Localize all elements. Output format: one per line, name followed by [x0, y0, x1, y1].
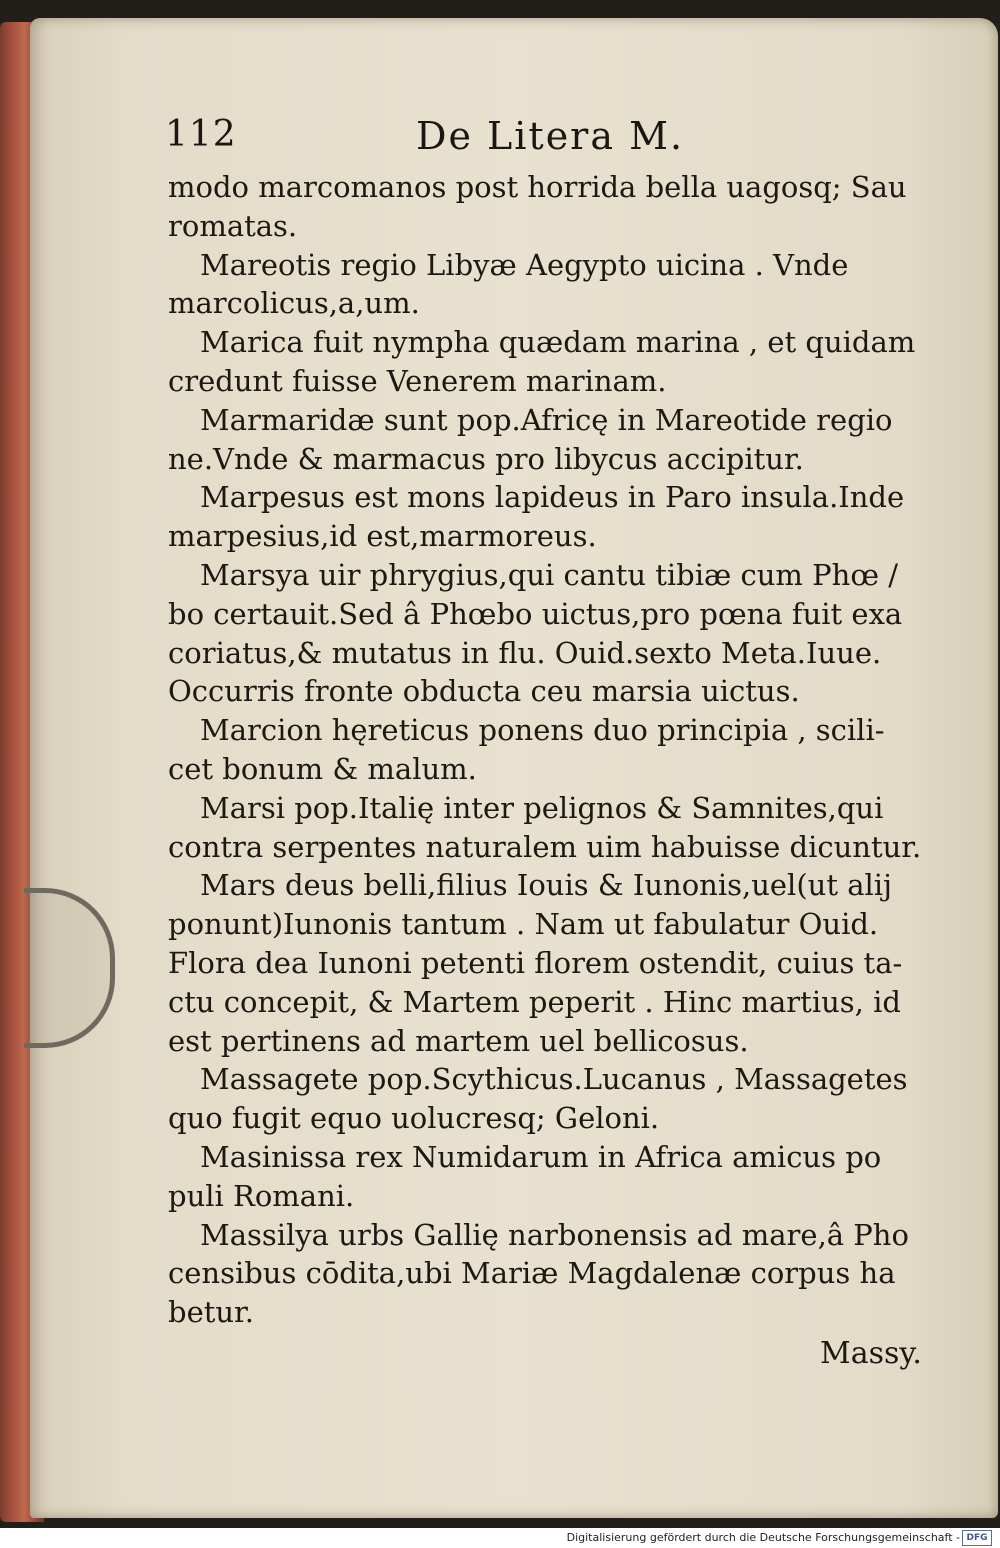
text-line: puli Romani.	[168, 1178, 355, 1213]
text-line: Flora dea Iunoni petenti florem ostendit, cuius ta-	[168, 945, 903, 980]
text-line: Marcion hęreticus ponens duo principia , scili-	[200, 713, 885, 748]
text-line: betur.	[168, 1295, 254, 1330]
text-line: Occurris fronte obducta ceu marsia uictus.	[168, 674, 800, 709]
book-clasp	[24, 888, 115, 1048]
text-line: quo fugit equo uolucresq; Geloni.	[168, 1101, 660, 1136]
text-line: Massagete pop.Scythicus.Lucanus , Massagetes	[200, 1062, 908, 1097]
footer-bar	[0, 1528, 1000, 1548]
footer-credit: Digitalisierung gefördert durch die Deutsche Forschungsgemeinschaft -	[566, 1531, 960, 1544]
text-line: marpesius,id est,marmoreus.	[168, 519, 597, 554]
page-number: 112	[165, 114, 237, 155]
text-line: coriatus,& mutatus in flu. Ouid.sexto Meta.Iuue.	[168, 635, 882, 670]
text-line: Marsya uir phrygius,qui cantu tibiæ cum Phœ /	[200, 557, 898, 592]
text-line: Massilya urbs Gallię narbonensis ad mare,â Pho	[200, 1217, 909, 1252]
text-line: ponunt)Iunonis tantum . Nam ut fabulatur Ouid.	[168, 907, 879, 942]
text-line: est pertinens ad martem uel bellicosus.	[168, 1023, 749, 1058]
text-line: credunt fuisse Venerem marinam.	[168, 363, 667, 398]
text-line: contra serpentes naturalem uim habuisse dicuntur.	[168, 829, 922, 864]
text-line: Marsi pop.Italię inter pelignos & Samnites,qui	[200, 790, 884, 825]
text-line: Mars deus belli,filius Iouis & Iunonis,uel(ut alij	[200, 868, 893, 903]
text-line: censibus cōdita,ubi Mariæ Magdalenæ corpus ha	[168, 1256, 896, 1291]
text-line: cet bonum & malum.	[168, 751, 477, 786]
page-header	[30, 114, 998, 164]
dfg-logo: DFG	[962, 1530, 992, 1546]
text-line: Masinissa rex Numidarum in Africa amicus po	[200, 1139, 882, 1174]
running-head: De Litera M.	[416, 114, 685, 158]
text-line: Marica fuit nympha quædam marina , et quidam	[200, 325, 916, 360]
text-line: modo marcomanos post horrida bella uagosq; Sau	[168, 170, 907, 204]
book-page	[30, 18, 998, 1518]
text-line: Marmaridæ sunt pop.Africę in Mareotide regio	[200, 402, 893, 437]
text-line: Mareotis regio Libyæ Aegypto uicina . Vnde	[200, 247, 849, 282]
catchword: Massy.	[820, 1336, 922, 1371]
text-line: ctu concepit, & Martem peperit . Hinc martius, id	[168, 984, 901, 1019]
text-line: ne.Vnde & marmacus pro libycus accipitur.	[168, 441, 804, 476]
body-text	[168, 168, 968, 1332]
text-line: marcolicus,a,um.	[168, 286, 420, 321]
text-line: Marpesus est mons lapideus in Paro insula.Inde	[200, 480, 905, 515]
text-line: bo certauit.Sed â Phœbo uictus,pro pœna fuit exa	[168, 596, 903, 631]
text-line: romatas.	[168, 208, 298, 243]
